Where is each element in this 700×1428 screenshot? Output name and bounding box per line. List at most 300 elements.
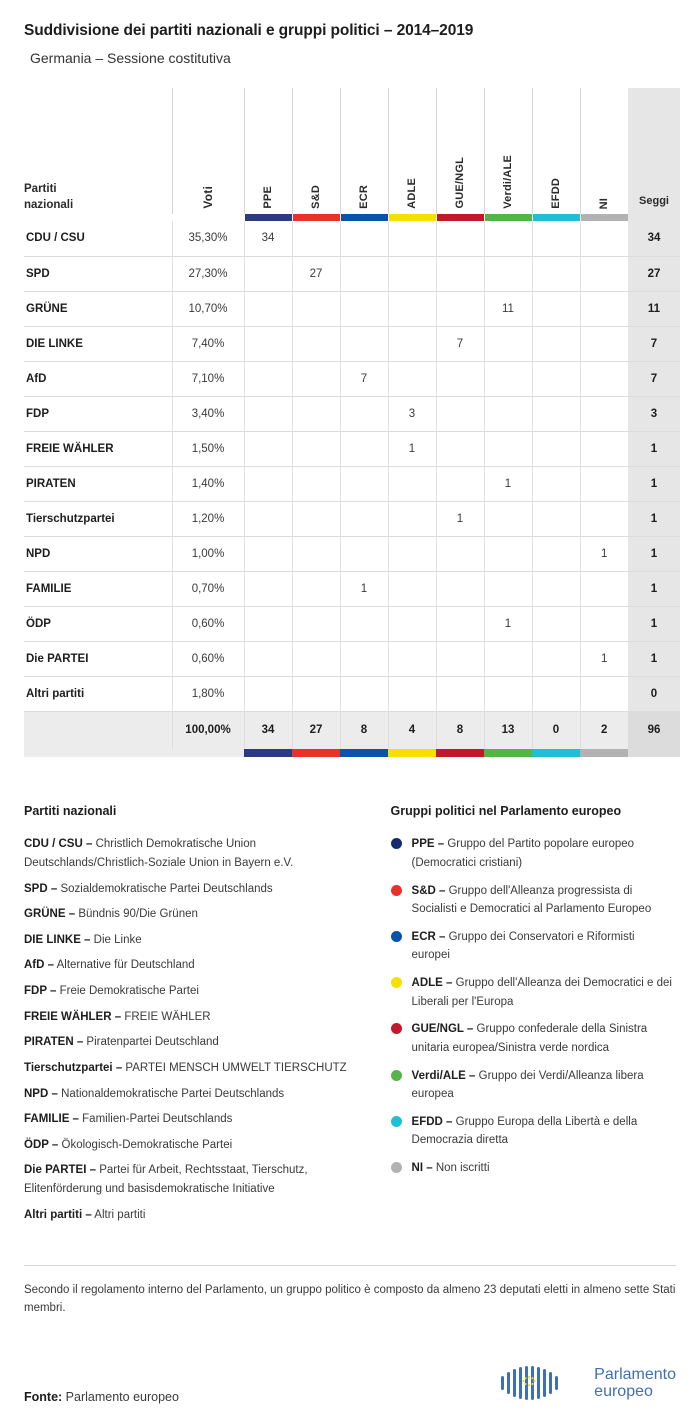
legend-abbr: Altri partiti – xyxy=(24,1208,92,1221)
cell-verdiale xyxy=(484,536,532,571)
color-bar-ppe xyxy=(244,214,292,221)
table-row xyxy=(24,361,680,396)
cell-ni xyxy=(580,571,628,606)
legend-item-fdp xyxy=(24,982,369,1001)
legend-full: Altri partiti xyxy=(94,1208,146,1221)
row-seats: 7 xyxy=(628,361,680,396)
legend-national-parties xyxy=(24,801,369,1231)
row-party-name: GRÜNE xyxy=(24,291,172,326)
cell-ppe xyxy=(244,431,292,466)
legend-item-altri-partiti xyxy=(24,1206,369,1225)
ep-wordmark-line1: Parlamento xyxy=(594,1365,676,1383)
cell-verdiale xyxy=(484,571,532,606)
guengl-color-swatch-bottom xyxy=(436,749,484,757)
cell-efdd xyxy=(532,676,580,711)
row-votes: 1,40% xyxy=(172,466,244,501)
legend-group-full: Non iscritti xyxy=(435,1162,490,1174)
cell-efdd xyxy=(532,536,580,571)
legend-abbr: FAMILIE – xyxy=(24,1113,79,1126)
cell-guengl xyxy=(436,256,484,291)
legend-full: FREIE WÄHLER xyxy=(124,1010,211,1023)
color-bar-adle xyxy=(388,214,436,221)
source-text xyxy=(24,1390,179,1404)
cell-guengl xyxy=(436,606,484,641)
cell-verdiale: 1 xyxy=(484,466,532,501)
color-bar-ecr xyxy=(340,214,388,221)
legend-abbr: FDP – xyxy=(24,985,57,997)
cell-adle xyxy=(388,501,436,536)
cell-guengl: 7 xyxy=(436,326,484,361)
legend-item-piraten xyxy=(24,1033,369,1052)
row-seats: 11 xyxy=(628,291,680,326)
cell-ecr xyxy=(340,256,388,291)
cell-sd xyxy=(292,326,340,361)
cell-efdd xyxy=(532,396,580,431)
guengl-color-swatch xyxy=(437,214,484,221)
adle-color-swatch xyxy=(389,214,436,221)
table-row xyxy=(24,221,680,256)
footbar-sd xyxy=(292,749,340,757)
total-guengl: 8 xyxy=(436,711,484,749)
cell-ni xyxy=(580,221,628,256)
cell-adle xyxy=(388,676,436,711)
row-party-name: CDU / CSU xyxy=(24,221,172,256)
row-votes: 35,30% xyxy=(172,221,244,256)
row-seats: 0 xyxy=(628,676,680,711)
cell-efdd xyxy=(532,501,580,536)
cell-adle xyxy=(388,326,436,361)
cell-adle: 3 xyxy=(388,396,436,431)
cell-ni xyxy=(580,606,628,641)
cell-adle xyxy=(388,256,436,291)
verdiale-dot-icon xyxy=(391,1070,402,1081)
row-party-name: Die PARTEI xyxy=(24,641,172,676)
legend-group-abbr: ADLE – xyxy=(411,977,453,989)
legend-group-abbr: Verdi/ALE – xyxy=(411,1069,476,1082)
cell-adle xyxy=(388,291,436,326)
group-header-ni: NI xyxy=(580,88,628,214)
row-seats: 1 xyxy=(628,606,680,641)
table-row xyxy=(24,571,680,606)
row-seats: 34 xyxy=(628,221,680,256)
legend-item-tierschutzpartei xyxy=(24,1059,369,1078)
legend-group-full: Gruppo del Partito popolare europeo (Democratici cristiani) xyxy=(411,838,635,869)
page-title: Suddivisione dei partiti nazionali e gruppi politici – 2014–2019 xyxy=(24,22,474,39)
legend-abbr: CDU / CSU – xyxy=(24,838,93,851)
cell-efdd xyxy=(532,606,580,641)
row-votes: 10,70% xyxy=(172,291,244,326)
legend-full: Christlich Demokratische Union Deutschlands/Christlich-Soziale Union in Bayern e.V. xyxy=(24,838,294,869)
legend-item-freie-waehler xyxy=(24,1008,369,1027)
cell-verdiale xyxy=(484,256,532,291)
seats-column-header: Seggi xyxy=(628,88,680,214)
legend-full: Ökologisch-Demokratische Partei xyxy=(61,1138,233,1151)
ppe-color-swatch-bottom xyxy=(244,749,292,757)
row-party-name: PIRATEN xyxy=(24,466,172,501)
sd-dot-icon xyxy=(391,885,402,896)
cell-efdd xyxy=(532,361,580,396)
cell-guengl xyxy=(436,466,484,501)
cell-sd xyxy=(292,676,340,711)
legend-group-adle xyxy=(391,974,676,1011)
cell-guengl xyxy=(436,291,484,326)
cell-guengl xyxy=(436,431,484,466)
legend-group-ecr xyxy=(391,928,676,965)
cell-ni: 1 xyxy=(580,641,628,676)
sd-color-swatch-bottom xyxy=(292,749,340,757)
cell-ppe: 34 xyxy=(244,221,292,256)
ni-dot-icon xyxy=(391,1162,402,1173)
legend-group-full: Gruppo dei Conservatori e Riformisti europei xyxy=(411,930,635,962)
cell-verdiale xyxy=(484,676,532,711)
total-seats: 96 xyxy=(628,711,680,749)
group-header-adle: ADLE xyxy=(388,88,436,214)
cell-verdiale xyxy=(484,501,532,536)
total-label xyxy=(24,711,172,749)
total-sd: 27 xyxy=(292,711,340,749)
row-party-name: FAMILIE xyxy=(24,571,172,606)
cell-ecr xyxy=(340,291,388,326)
legend-full: Nationaldemokratische Partei Deutschlands xyxy=(61,1087,285,1100)
infographic-page xyxy=(0,22,700,1428)
table-row xyxy=(24,676,680,711)
cell-verdiale xyxy=(484,326,532,361)
legend-full: Bündnis 90/Die Grünen xyxy=(78,908,198,921)
legend-group-full: Gruppo dell'Alleanza progressista di Socialisti e Democratici al Parlamento Europeo xyxy=(411,884,652,916)
legend-full: Freie Demokratische Partei xyxy=(59,985,199,997)
row-party-name: ÖDP xyxy=(24,606,172,641)
row-party-name: FDP xyxy=(24,396,172,431)
legend-group-verdiale xyxy=(391,1067,676,1104)
ni-color-swatch xyxy=(581,214,629,221)
legends xyxy=(24,801,676,1231)
row-seats: 1 xyxy=(628,466,680,501)
legend-full: PARTEI MENSCH UMWELT TIERSCHUTZ xyxy=(125,1061,347,1074)
cell-ni xyxy=(580,431,628,466)
cell-adle xyxy=(388,361,436,396)
cell-verdiale xyxy=(484,361,532,396)
cell-adle xyxy=(388,221,436,256)
table-row xyxy=(24,536,680,571)
legend-group-text xyxy=(412,974,676,1011)
legend-item-familie xyxy=(24,1110,369,1129)
row-votes: 0,70% xyxy=(172,571,244,606)
cell-efdd xyxy=(532,641,580,676)
legend-group-full: Gruppo confederale della Sinistra unitaria europea/Sinistra verde nordica xyxy=(411,1023,648,1054)
legend-full: Familien-Partei Deutschlands xyxy=(82,1113,233,1126)
row-votes: 0,60% xyxy=(172,606,244,641)
cell-guengl xyxy=(436,361,484,396)
cell-ecr xyxy=(340,641,388,676)
cell-ecr xyxy=(340,606,388,641)
table-row xyxy=(24,466,680,501)
legend-item-gruene xyxy=(24,905,369,924)
cell-efdd xyxy=(532,466,580,501)
ppe-dot-icon xyxy=(391,838,402,849)
cell-ppe xyxy=(244,361,292,396)
legend-group-abbr: ECR – xyxy=(411,930,446,943)
cell-sd xyxy=(292,291,340,326)
cell-sd xyxy=(292,641,340,676)
total-adle: 4 xyxy=(388,711,436,749)
legend-full: Partei für Arbeit, Rechtsstaat, Tierschutz, Elitenförderung und basisdemokratische Initiative xyxy=(24,1164,308,1195)
legend-abbr: NPD – xyxy=(24,1087,58,1100)
legend-full: Sozialdemokratische Partei Deutschlands xyxy=(60,882,273,895)
cell-guengl xyxy=(436,221,484,256)
footbar-adle xyxy=(388,749,436,757)
legend-group-ni xyxy=(391,1159,676,1178)
table-row xyxy=(24,501,680,536)
legend-item-spd xyxy=(24,880,369,899)
legend-group-abbr: EFDD – xyxy=(411,1115,453,1128)
legend-abbr: ÖDP – xyxy=(24,1138,59,1151)
cell-adle xyxy=(388,641,436,676)
cell-ni xyxy=(580,256,628,291)
row-seats: 1 xyxy=(628,536,680,571)
footbar-ni xyxy=(580,749,628,757)
cell-sd xyxy=(292,501,340,536)
page-subtitle: Germania – Sessione costitutiva xyxy=(30,50,231,66)
color-bar-guengl xyxy=(436,214,484,221)
row-votes: 1,50% xyxy=(172,431,244,466)
table-body xyxy=(24,221,680,757)
cell-verdiale xyxy=(484,221,532,256)
footbar-ecr xyxy=(340,749,388,757)
footbar-verdiale xyxy=(484,749,532,757)
cell-guengl xyxy=(436,641,484,676)
european-parliament-logo xyxy=(499,1362,676,1404)
footer-divider xyxy=(24,1265,676,1266)
cell-ecr xyxy=(340,536,388,571)
legend-group-abbr: NI – xyxy=(411,1162,433,1174)
ecr-color-swatch-bottom xyxy=(340,749,388,757)
cell-ni xyxy=(580,466,628,501)
ep-flag-icon xyxy=(499,1362,585,1404)
footbar-efdd xyxy=(532,749,580,757)
row-seats: 1 xyxy=(628,501,680,536)
ppe-color-swatch xyxy=(245,214,292,221)
legend-full: Piratenpartei Deutschland xyxy=(86,1036,219,1049)
table-row xyxy=(24,396,680,431)
legend-group-text xyxy=(412,1159,676,1178)
efdd-dot-icon xyxy=(391,1116,402,1127)
legend-group-full: Gruppo dei Verdi/Alleanza libera europea xyxy=(411,1069,644,1101)
color-bar-verdiale xyxy=(484,214,532,221)
cell-ppe xyxy=(244,396,292,431)
cell-guengl xyxy=(436,536,484,571)
footbar-spacer-votes xyxy=(172,749,244,757)
table-row xyxy=(24,256,680,291)
cell-ni xyxy=(580,291,628,326)
row-votes: 7,10% xyxy=(172,361,244,396)
cell-ecr xyxy=(340,676,388,711)
table-row xyxy=(24,326,680,361)
row-votes: 3,40% xyxy=(172,396,244,431)
cell-adle xyxy=(388,571,436,606)
legend-abbr: GRÜNE – xyxy=(24,908,76,921)
cell-efdd xyxy=(532,571,580,606)
legend-full: Alternative für Deutschland xyxy=(56,959,195,972)
row-seats: 1 xyxy=(628,431,680,466)
cell-adle xyxy=(388,466,436,501)
cell-ppe xyxy=(244,256,292,291)
seats-matrix-table xyxy=(24,88,680,757)
group-header-ecr: ECR xyxy=(340,88,388,214)
cell-ppe xyxy=(244,676,292,711)
party-header-line2: nazionali xyxy=(24,199,74,212)
cell-ni xyxy=(580,396,628,431)
group-header-ppe: PPE xyxy=(244,88,292,214)
row-votes: 1,20% xyxy=(172,501,244,536)
bar-spacer-party xyxy=(24,214,172,221)
cell-ppe xyxy=(244,571,292,606)
efdd-color-swatch xyxy=(533,214,580,221)
cell-ni xyxy=(580,501,628,536)
source-value: Parlamento europeo xyxy=(65,1389,179,1404)
row-party-name: AfD xyxy=(24,361,172,396)
legend-item-die-linke xyxy=(24,931,369,950)
cell-ecr xyxy=(340,396,388,431)
row-party-name: Altri partiti xyxy=(24,676,172,711)
row-seats: 3 xyxy=(628,396,680,431)
cell-ppe xyxy=(244,536,292,571)
row-votes: 1,00% xyxy=(172,536,244,571)
ecr-dot-icon xyxy=(391,931,402,942)
legend-group-sd xyxy=(391,882,676,919)
legend-group-abbr: S&D – xyxy=(411,884,446,897)
adle-dot-icon xyxy=(391,977,402,988)
row-seats: 1 xyxy=(628,641,680,676)
party-column-header xyxy=(24,88,172,214)
cell-sd xyxy=(292,606,340,641)
cell-ni: 1 xyxy=(580,536,628,571)
legend-group-ppe xyxy=(391,835,676,872)
legend-item-die-partei xyxy=(24,1161,369,1198)
total-verdiale: 13 xyxy=(484,711,532,749)
votes-column-header: Voti xyxy=(172,88,244,214)
legend-group-text xyxy=(412,1067,676,1104)
cell-verdiale: 1 xyxy=(484,606,532,641)
footer-color-bar-row xyxy=(24,749,680,757)
source-label: Fonte: xyxy=(24,1389,63,1404)
legend-abbr: FREIE WÄHLER – xyxy=(24,1010,122,1023)
cell-guengl xyxy=(436,571,484,606)
cell-ppe xyxy=(244,326,292,361)
efdd-color-swatch-bottom xyxy=(532,749,580,757)
legend-full: Die Linke xyxy=(93,933,142,946)
legend-group-abbr: PPE – xyxy=(411,838,445,851)
row-votes: 1,80% xyxy=(172,676,244,711)
total-row xyxy=(24,711,680,749)
cell-ni xyxy=(580,326,628,361)
legend-group-text xyxy=(412,835,676,872)
cell-sd: 27 xyxy=(292,256,340,291)
source-row xyxy=(24,1362,676,1428)
table-row xyxy=(24,606,680,641)
footbar-spacer-party xyxy=(24,749,172,757)
cell-verdiale xyxy=(484,431,532,466)
footbar-ppe xyxy=(244,749,292,757)
table-row xyxy=(24,431,680,466)
legend-abbr: DIE LINKE – xyxy=(24,933,91,946)
verdiale-color-swatch xyxy=(485,214,532,221)
cell-efdd xyxy=(532,326,580,361)
color-bar-ni xyxy=(580,214,628,221)
row-party-name: FREIE WÄHLER xyxy=(24,431,172,466)
group-color-bar-row xyxy=(24,214,680,221)
cell-sd xyxy=(292,361,340,396)
row-party-name: DIE LINKE xyxy=(24,326,172,361)
cell-ecr: 1 xyxy=(340,571,388,606)
legend-group-text xyxy=(412,1020,676,1057)
cell-ni xyxy=(580,361,628,396)
cell-ecr: 7 xyxy=(340,361,388,396)
cell-guengl: 1 xyxy=(436,501,484,536)
cell-verdiale: 11 xyxy=(484,291,532,326)
group-header-sd: S&D xyxy=(292,88,340,214)
group-header-verdiale: Verdi/ALE xyxy=(484,88,532,214)
cell-efdd xyxy=(532,291,580,326)
legend-group-efdd xyxy=(391,1113,676,1150)
cell-sd xyxy=(292,536,340,571)
footbar-spacer-seats xyxy=(628,749,680,757)
header-row xyxy=(24,88,680,214)
ecr-color-swatch xyxy=(341,214,388,221)
party-header-line1: Partiti xyxy=(24,182,57,195)
row-votes: 27,30% xyxy=(172,256,244,291)
cell-verdiale xyxy=(484,396,532,431)
total-ppe: 34 xyxy=(244,711,292,749)
legend-abbr: Tierschutzpartei – xyxy=(24,1061,123,1074)
cell-adle: 1 xyxy=(388,431,436,466)
legend-abbr: AfD – xyxy=(24,959,55,972)
cell-sd xyxy=(292,571,340,606)
legend-group-abbr: GUE/NGL – xyxy=(411,1023,474,1036)
group-header-efdd: EFDD xyxy=(532,88,580,214)
cell-ppe xyxy=(244,466,292,501)
total-efdd: 0 xyxy=(532,711,580,749)
cell-ppe xyxy=(244,501,292,536)
cell-ecr xyxy=(340,501,388,536)
row-votes: 0,60% xyxy=(172,641,244,676)
cell-ecr xyxy=(340,326,388,361)
cell-sd xyxy=(292,431,340,466)
ep-wordmark-line2: europeo xyxy=(594,1382,653,1400)
cell-sd xyxy=(292,396,340,431)
color-bar-sd xyxy=(292,214,340,221)
legend-group-text xyxy=(412,928,676,965)
verdiale-color-swatch-bottom xyxy=(484,749,532,757)
bar-spacer-votes xyxy=(172,214,244,221)
cell-ppe xyxy=(244,606,292,641)
row-party-name: SPD xyxy=(24,256,172,291)
table-header xyxy=(24,88,680,221)
cell-guengl xyxy=(436,396,484,431)
cell-sd xyxy=(292,466,340,501)
legend-political-groups xyxy=(391,801,676,1231)
cell-ecr xyxy=(340,466,388,501)
footnote: Secondo il regolamento interno del Parlamento, un gruppo politico è composto da almeno 23 deputati eletti in almeno sette Stati membri. xyxy=(24,1284,676,1315)
legend-item-npd xyxy=(24,1085,369,1104)
cell-adle xyxy=(388,606,436,641)
row-seats: 27 xyxy=(628,256,680,291)
legend-item-afd xyxy=(24,956,369,975)
cell-sd xyxy=(292,221,340,256)
row-seats: 1 xyxy=(628,571,680,606)
legend-group-text xyxy=(412,1113,676,1150)
cell-ni xyxy=(580,676,628,711)
legend-group-guengl xyxy=(391,1020,676,1057)
